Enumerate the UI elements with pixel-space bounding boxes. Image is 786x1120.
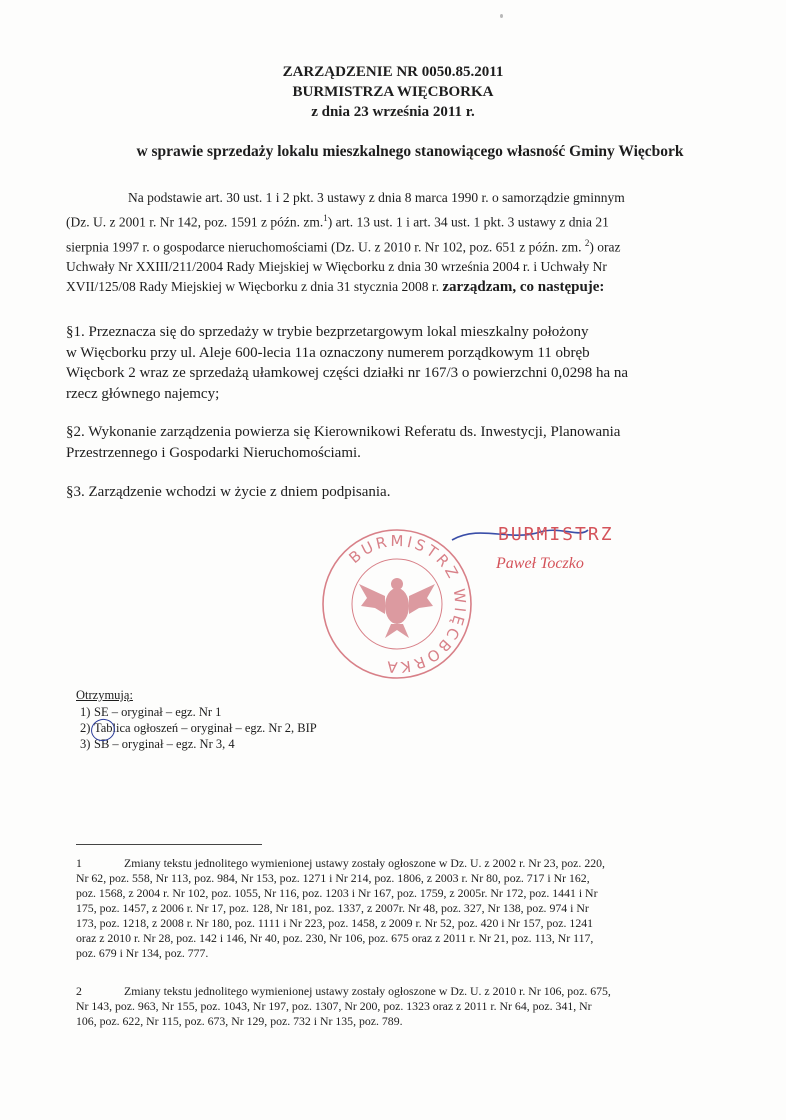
stamp-title: BURMISTRZ — [498, 524, 614, 545]
legal-basis-paragraph: Na podstawie art. 30 ust. 1 i 2 pkt. 3 ustawy z dnia 8 marca 1990 r. o samorządzie gminnym (Dz. U. z 2001 r. Nr 142, poz. 1591 z późn. zm.$^1$) art. 13 ust. 1 i art. 34 ust. 1 pkt. 3 ustawy z dnia 21 sierpnia 1997 r. o gospodarce nieruchomościami (Dz. U. z 2010 r. Nr 102, poz. 651 z późn. zm. $^2$) oraz Uchwały Nr XXIII/211/2004 Rady Miejskiej w Więcborku z dnia 30 września 2004 r. i Uchwały Nr XVII/125/08 Rady Miejskiej w Więcborku z dnia 31 stycznia 2008 r. zarządzam, co następuje: — [66, 190, 625, 295]
issue-date: z dnia 23 września 2011 r. — [311, 104, 475, 120]
decree-phrase: zarządzam, co następuje: — [442, 279, 605, 295]
list-item: 1) SE – oryginał – egz. Nr 1 — [80, 705, 222, 719]
scan-speck — [500, 14, 503, 18]
list-item: 2) Tablica ogłoszeń – oryginał – egz. Nr 2, BIP — [80, 721, 317, 735]
ordinance-number: ZARZĄDZENIE NR 0050.85.2011 — [282, 64, 504, 80]
issuer: BURMISTRZA WIĘCBORKA — [292, 84, 494, 100]
list-item: 3) SB – oryginał – egz. Nr 3, 4 — [80, 737, 235, 751]
footnote-1: 1 Zmiany tekstu jednolitego wymienionej ustawy zostały ogłoszone w Dz. U. z 2002 r. Nr 23, poz. 220, Nr 62, poz. 558, Nr 113, poz. 984, Nr 153, poz. 1271 i Nr 214, poz. 1806, z 2003 r. Nr 80, poz. 717 i Nr 162, poz. 1568, z 2004 r. Nr 102, poz. 1055, Nr 116, poz. 1203 i Nr 167, poz. 1759, z 2005r. Nr 172, poz. 1441 i Nr 175, poz. 1457, z 2006 r. Nr 17, poz. 128, Nr 181, poz. 1337, z 2007r. Nr 48, poz. 327, Nr 138, poz. 974 i Nr 173, poz. 1218, z 2008 r. Nr 180, poz. 1111 i Nr 223, poz. 1458, z 2009 r. Nr 52, poz. 420 i Nr 157, poz. 1241 oraz z 2010 r. Nr 28, poz. 142 i 146, Nr 40, poz. 230, Nr 106, poz. 675 oraz z 2011 r. Nr 21, poz. 113, Nr 117, poz. 679 i Nr 134, poz. 777. — [76, 856, 605, 960]
svg-text:BURMISTRZ WIĘCBORKA: BURMISTRZ WIĘCBORKA — [345, 531, 470, 677]
mayor-stamp — [478, 524, 614, 573]
stamp-name: Paweł Toczko — [496, 555, 584, 572]
section-1: §1. Przeznacza się do sprzedaży w trybie bezprzetargowym lokal mieszkalny położony w Więcborku przy ul. Aleje 600-lecia 11a oznaczony numerem porządkowym 11 obręb Więcbork 2 wraz ze sprzedażą ułamkowej części działki nr 167/3 o powierzchni 0,0298 ha na rzecz głównego najemcy; — [66, 324, 629, 402]
section-2: §2. Wykonanie zarządzenia powierza się Kierownikowi Referatu ds. Inwestycji, Planowania Przestrzennego i Gospodarki Nieruchomościami. — [66, 424, 621, 461]
recipients-heading: Otrzymują: — [76, 688, 133, 702]
ordinance-title: w sprawie sprzedaży lokalu mieszkalnego stanowiącego własność Gminy Więcbork — [136, 143, 684, 160]
section-3: §3. Zarządzenie wchodzi w życie z dniem podpisania. — [66, 484, 391, 500]
footnote-2: 2 Zmiany tekstu jednolitego wymienionej ustawy zostały ogłoszone w Dz. U. z 2010 r. Nr 106, poz. 675, Nr 143, poz. 963, Nr 155, poz. 1043, Nr 197, poz. 1307, Nr 200, poz. 1323 oraz z 2011 r. Nr 64, poz. 341, Nr 106, poz. 622, Nr 115, poz. 673, Nr 129, poz. 732 i Nr 135, poz. 789. — [76, 984, 611, 1028]
footnote-rule — [76, 844, 262, 845]
